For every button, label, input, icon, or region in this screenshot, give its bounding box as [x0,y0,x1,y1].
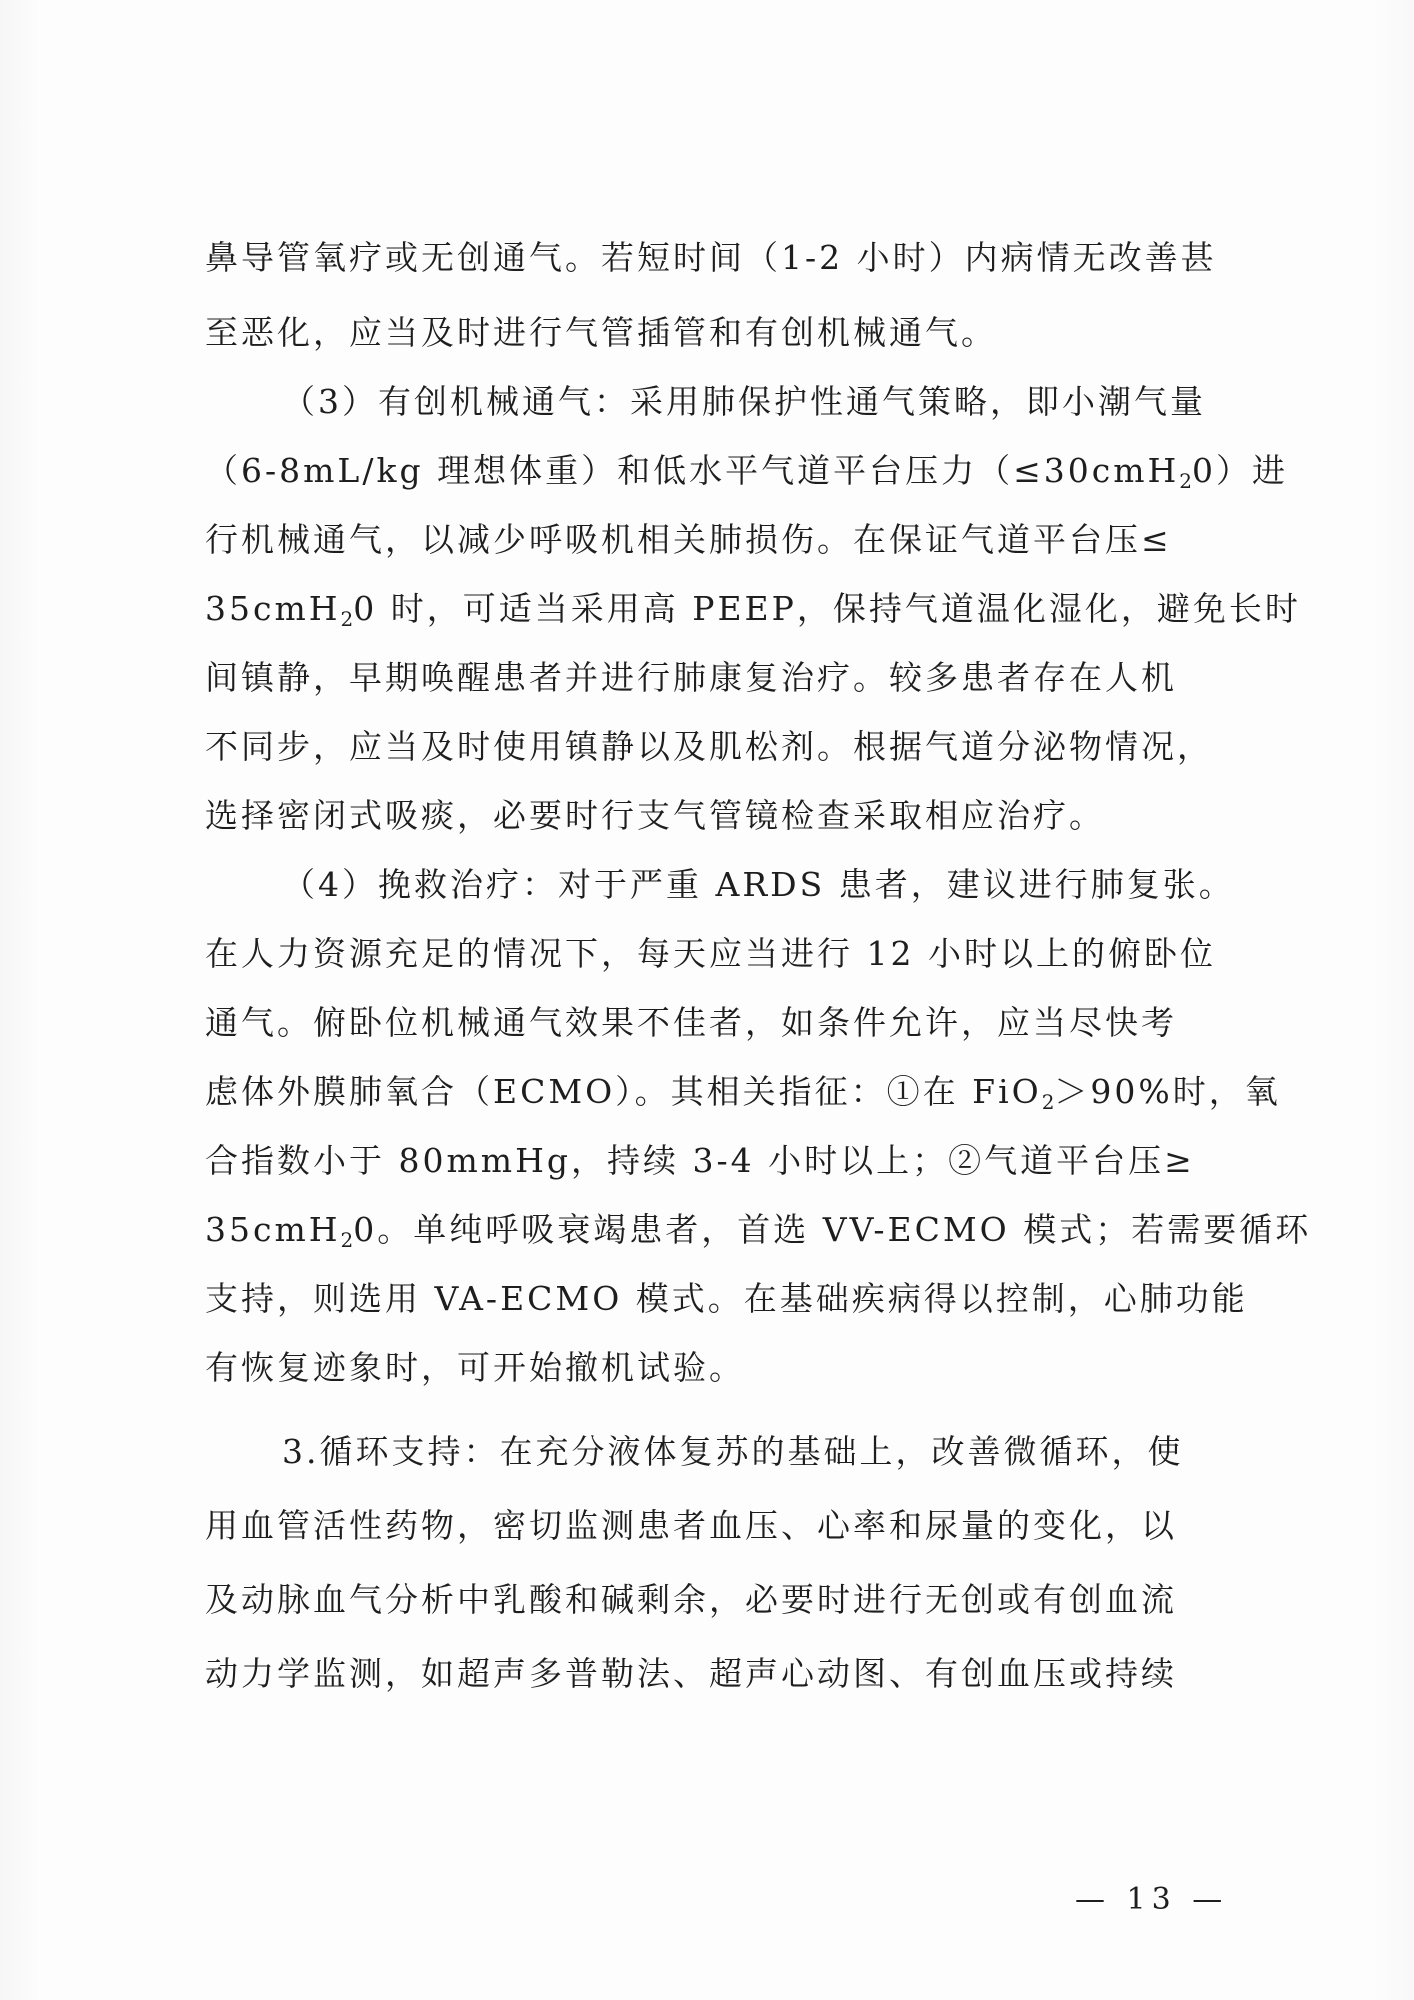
page-number: — 13 — [1075,1882,1229,1917]
text-line: 合指数小于 80mmHg，持续 3-4 小时以上；②气道平台压≥ [205,1141,1195,1180]
subscript: 2 [340,607,354,631]
subscript: 2 [1179,469,1193,493]
text-line: 在人力资源充足的情况下，每天应当进行 12 小时以上的俯卧位 [205,934,1216,973]
text-line: 通气。俯卧位机械通气效果不佳者，如条件允许，应当尽快考 [205,1003,1177,1042]
text-line: 3.循环支持：在充分液体复苏的基础上，改善微循环，使 [282,1432,1184,1471]
text-line: （4）挽救治疗：对于严重 ARDS 患者，建议进行肺复张。 [282,865,1235,904]
text-line: 有恢复迹象时，可开始撤机试验。 [205,1348,745,1387]
text-line: （6-8mL/kg 理想体重）和低水平气道平台压力（≤30cmH$_2$0）进 [205,451,1289,493]
text-line: 鼻导管氧疗或无创通气。若短时间（1-2 小时）内病情无改善甚 [205,238,1217,277]
text-line: （3）有创机械通气：采用肺保护性通气策略，即小潮气量 [282,382,1206,421]
text-line: 支持，则选用 VA-ECMO 模式。在基础疾病得以控制，心肺功能 [205,1279,1248,1318]
text-line: 不同步，应当及时使用镇静以及肌松剂。根据气道分泌物情况， [205,727,1213,766]
text-line: 用血管活性药物，密切监测患者血压、心率和尿量的变化，以 [205,1506,1177,1545]
subscript: 2 [1041,1090,1055,1114]
text-line: 及动脉血气分析中乳酸和碱剩余，必要时进行无创或有创血流 [205,1580,1177,1619]
text-line: 35cmH$_2$0 时，可适当采用高 PEEP，保持气道温化湿化，避免长时 [205,589,1301,631]
text-line: 选择密闭式吸痰，必要时行支气管镜检查采取相应治疗。 [205,796,1105,835]
text-line: 虑体外膜肺氧合（ECMO）。其相关指征：①在 FiO$_2$＞90%时，氧 [205,1072,1281,1114]
text-line: 行机械通气，以减少呼吸机相关肺损伤。在保证气道平台压≤ [205,520,1172,559]
text-line: 至恶化，应当及时进行气管插管和有创机械通气。 [205,313,997,352]
text-line: 35cmH$_2$0。单纯呼吸衰竭患者，首选 VV-ECMO 模式；若需要循环 [205,1210,1312,1252]
text-line: 动力学监测，如超声多普勒法、超声心动图、有创血压或持续 [205,1654,1177,1693]
subscript: 2 [340,1228,354,1252]
text-line: 间镇静，早期唤醒患者并进行肺康复治疗。较多患者存在人机 [205,658,1177,697]
